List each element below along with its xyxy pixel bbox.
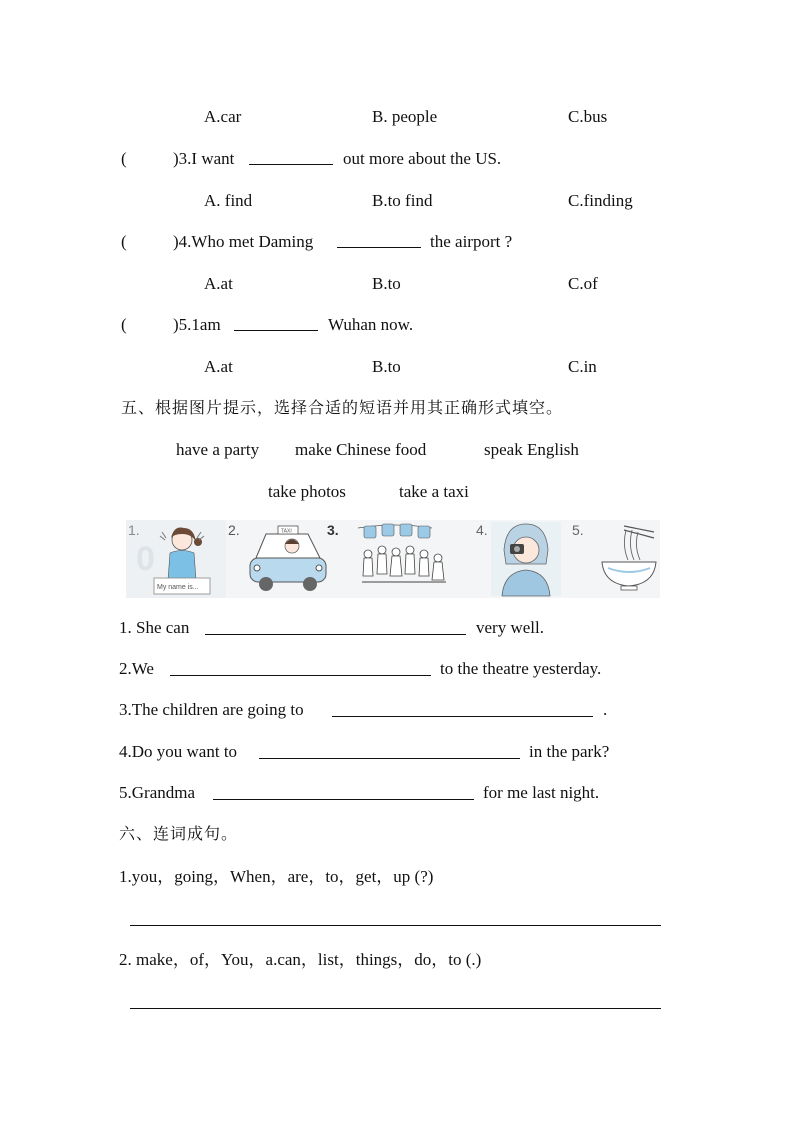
q5-answer-blank[interactable] — [234, 316, 318, 331]
q4-option-b: B.to — [372, 274, 401, 293]
section5-heading: 五、根据图片提示，选择合适的短语并用其正确形式填空。 — [121, 398, 564, 417]
q5-open-paren: ( — [121, 315, 127, 334]
fill-item-3-end: . — [603, 700, 608, 719]
q4-answer-blank[interactable] — [337, 233, 421, 248]
fill-item-3-blank[interactable] — [332, 702, 593, 717]
q5-option-b: B.to — [372, 357, 401, 376]
picture-strip — [126, 520, 660, 598]
q3-stem-end: out more about the US. — [343, 149, 502, 168]
q2-option-c: C.bus — [568, 107, 608, 126]
q5-stem-end: Wuhan now. — [328, 315, 414, 334]
q3-option-b: B.to find — [372, 191, 433, 210]
picture-number-3: 3. — [327, 522, 339, 538]
fill-item-1-end: very well. — [476, 618, 544, 637]
fill-item-3-start: 3.The children are going to — [119, 700, 304, 719]
fill-item-2-start: 2.We — [119, 659, 154, 678]
q4-option-c: C.of — [568, 274, 598, 293]
svg-text:TAXI: TAXI — [281, 528, 292, 535]
q5-option-a: A.at — [204, 357, 233, 376]
picture-number-5: 5. — [572, 522, 584, 538]
q5-stem: )5.1am — [173, 315, 221, 334]
q2-option-b: B. people — [372, 107, 438, 126]
fill-item-4-blank[interactable] — [259, 744, 520, 759]
sentence-item-2-answer-line[interactable] — [130, 1008, 661, 1009]
phrase-have-a-party: have a party — [176, 440, 260, 459]
svg-text:0: 0 — [136, 540, 155, 578]
phrase-speak-english: speak English — [484, 440, 579, 459]
phrase-take-photos: take photos — [268, 482, 346, 501]
sign-text: My name is... — [157, 584, 199, 591]
q3-option-c: C.finding — [568, 191, 633, 210]
fill-item-1-blank[interactable] — [205, 620, 466, 635]
fill-item-1-start: 1. She can — [119, 618, 190, 637]
sentence-item-2: 2. make，of，You，a.can，list，things，do，to (.) — [119, 950, 482, 969]
q3-open-paren: ( — [121, 149, 127, 168]
phrase-make-chinese-food: make Chinese food — [295, 440, 427, 459]
q3-answer-blank[interactable] — [249, 150, 333, 165]
q4-stem: )4.Who met Daming — [173, 232, 314, 251]
q4-stem-end: the airport ? — [430, 232, 513, 251]
q4-open-paren: ( — [121, 232, 127, 251]
picture-number-1: 1. — [128, 522, 140, 538]
section6-heading: 六、连词成句。 — [119, 824, 239, 843]
fill-item-2-blank[interactable] — [170, 661, 431, 676]
q5-option-c: C.in — [568, 357, 597, 376]
fill-item-4-start: 4.Do you want to — [119, 742, 238, 761]
sentence-item-1: 1.you，going，When，are，to，get，up (?) — [119, 867, 434, 886]
fill-item-4-end: in the park? — [529, 742, 610, 761]
fill-item-2-end: to the theatre yesterday. — [440, 659, 602, 678]
q3-option-a: A. find — [204, 191, 253, 210]
picture-number-4: 4. — [476, 522, 488, 538]
phrase-take-a-taxi: take a taxi — [399, 482, 469, 501]
fill-item-5-start: 5.Grandma — [119, 783, 196, 802]
q4-option-a: A.at — [204, 274, 233, 293]
girl-speaking-picture — [126, 520, 226, 598]
picture-number-2: 2. — [228, 522, 240, 538]
sentence-item-1-answer-line[interactable] — [130, 925, 661, 926]
q2-option-a: A.car — [204, 107, 242, 126]
q3-stem: )3.I want — [173, 149, 235, 168]
fill-item-5-end: for me last night. — [483, 783, 600, 802]
fill-item-5-blank[interactable] — [213, 785, 474, 800]
